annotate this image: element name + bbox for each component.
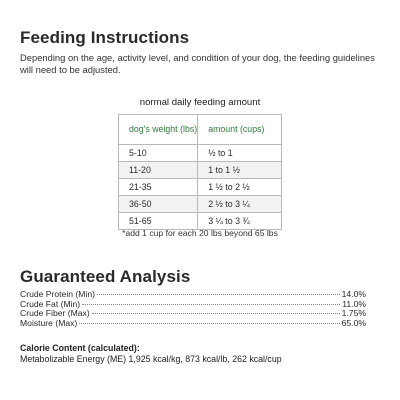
feeding-table: [118, 114, 282, 230]
table-row: [119, 196, 282, 213]
analysis-item-name: Crude Fat (Min): [20, 298, 81, 309]
amount-cell: ½ to 1: [198, 145, 282, 162]
amount-cell: 1 to 1 ½: [198, 162, 282, 179]
amount-cell: 2 ½ to 3 ¼: [198, 196, 282, 213]
analysis-list: [20, 290, 366, 328]
leader-dots: [92, 313, 340, 314]
analysis-title: Guaranteed Analysis: [20, 267, 191, 286]
weight-cell: 5-10: [119, 145, 198, 162]
calorie-content: [20, 343, 282, 365]
analysis-item-value: 11.0%: [342, 298, 366, 309]
weight-cell: 36-50: [119, 196, 198, 213]
weight-cell: 51-65: [119, 213, 198, 230]
header-dog-weight: dog's weight (lbs): [119, 115, 198, 145]
analysis-row: [20, 319, 366, 329]
leader-dots: [97, 294, 340, 295]
table-header-row: [119, 115, 282, 145]
table-caption: normal daily feeding amount: [139, 97, 261, 108]
calorie-value: Metabolizable Energy (ME) 1,925 kcal/kg, 873 kcal/lb, 262 kcal/cup: [20, 354, 282, 364]
table-row: [119, 145, 282, 162]
feeding-intro: Depending on the age, activity level, and condition of your dog, the feeding guidelines will need to be adjusted.: [20, 52, 375, 75]
analysis-item-value: 65.0%: [341, 317, 366, 328]
feeding-title: Feeding Instructions: [20, 28, 190, 47]
table-footnote: *add 1 cup for each 20 lbs beyond 65 lbs: [122, 228, 278, 238]
weight-cell: 21-35: [119, 179, 198, 196]
table-row: [119, 162, 282, 179]
amount-cell: 1 ½ to 2 ½: [198, 179, 282, 196]
analysis-item-name: Crude Fiber (Max): [20, 308, 90, 319]
analysis-item-name: Moisture (Max): [20, 317, 78, 328]
analysis-item-value: 14.0%: [341, 289, 366, 299]
calorie-label: Calorie Content (calculated):: [20, 343, 140, 353]
weight-cell: 11-20: [119, 162, 198, 179]
table-row: [119, 179, 282, 196]
leader-dots: [79, 323, 339, 324]
analysis-item-name: Crude Protein (Min): [20, 289, 95, 299]
header-amount: amount (cups): [198, 115, 282, 145]
table-row: [119, 213, 282, 230]
amount-cell: 3 ¼ to 3 ¾: [198, 213, 282, 230]
analysis-item-value: 1.75%: [341, 308, 366, 319]
leader-dots: [82, 304, 340, 305]
